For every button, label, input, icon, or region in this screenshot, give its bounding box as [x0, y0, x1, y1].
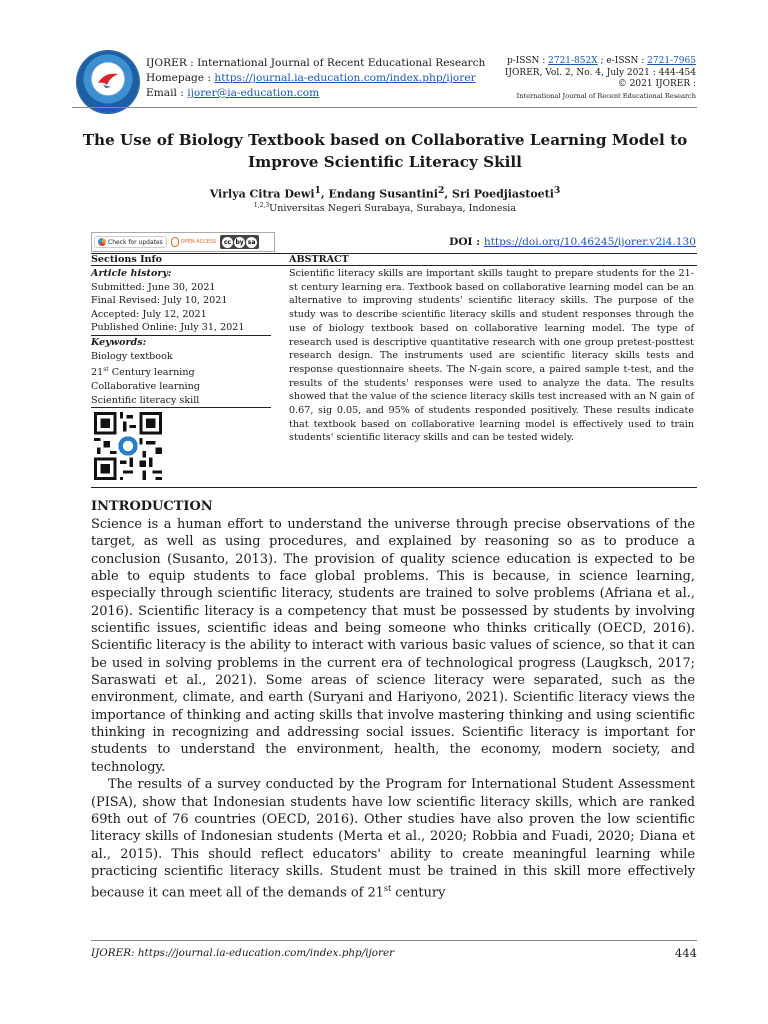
eissn-link[interactable]: 2721-7965 — [647, 56, 696, 66]
info-bottom-rule — [91, 487, 697, 488]
cc-sa-icon: sa — [247, 238, 256, 246]
pissn-label: p-ISSN : — [506, 56, 549, 66]
paragraph-1: Science is a human effort to understand the universe through precise observations of the target, as well as using procedures, and explained by reasoning so as to produce a conclusion (Susanto, 2013). The provision of quality science education is expected to be able to equip students to face global problems. This is because, in science learning, especially through scientific literacy, students are trained to solve problems (Afriana et al., 2016). Scientific literacy is a competency that must be possessed by students by involving scientific issues, scientific ideas and being someone who thinks critically (OECD, 2016). Scientific literacy is the ability to interact with various basic values of science, so that it can be used in solving problems in the current era of technological progress (Laugksch, 2017; Saraswati et al., 2021). Some areas of science literacy were separated, such as the environment, climate, and earth (Suryani and Hariyono, 2021). Scientific literacy views the importance of thinking and acting skills that involve mastering thinking and using scientific thinking in recognizing and addressing social issues. Scientific literacy is important for students to understand the environment, health, the economy, modern society, and technology. — [91, 517, 695, 775]
ijorer-bird-logo-icon — [77, 51, 139, 113]
title-line-1: The Use of Biology Textbook based on Collaborative Learning Model to — [82, 131, 688, 149]
paragraph-2-sup: st — [383, 884, 392, 894]
check-for-updates-label: Check for updates — [108, 238, 163, 246]
homepage-link[interactable]: https://journal.ia-education.com/index.php/ijorer — [214, 72, 476, 84]
copyright-line: © 2021 IJORER : — [617, 79, 696, 89]
cc-icon: cc — [224, 238, 232, 246]
open-lock-icon — [171, 237, 179, 247]
sections-info-heading: Sections Info — [91, 254, 163, 265]
open-access-label: OPEN ACCESS — [180, 239, 217, 245]
volume-line: IJORER, Vol. 2, No. 4, July 2021 : 444-454 — [504, 67, 696, 78]
qr-code-icon[interactable] — [94, 412, 162, 480]
affiliation — [80, 202, 690, 214]
keyword-2 — [91, 363, 271, 380]
keyword-1: Biology textbook — [91, 350, 173, 362]
author-1-sup: 1 — [314, 185, 321, 196]
affiliation-sup: 1,2,3 — [253, 202, 270, 209]
journal-name-line — [146, 56, 485, 71]
keyword-3: Collaborative learning — [91, 380, 200, 392]
issn-block — [505, 56, 696, 102]
homepage-line — [146, 71, 485, 86]
cc-by-icon: by — [235, 238, 244, 246]
qr-divider — [91, 407, 271, 408]
paragraph-2 — [91, 776, 695, 902]
author-2: Endang Susantini — [328, 187, 438, 201]
published-date: Published Online: July 31, 2021 — [91, 322, 245, 334]
article-title — [80, 129, 690, 173]
footer-journal-url: IJORER: https://journal.ia-education.com/index.php/ijorer — [91, 947, 395, 959]
article-history-label: Article history: — [91, 268, 172, 279]
keywords-label: Keywords: — [91, 336, 147, 348]
author-3-sup: 3 — [553, 185, 561, 196]
issn-line — [505, 56, 696, 68]
eissn-label: ; e-ISSN : — [597, 56, 648, 66]
email-link[interactable]: ijorer@ia-education.com — [187, 87, 320, 99]
submitted-date: Submitted: June 30, 2021 — [91, 281, 216, 293]
cc-license-badge[interactable] — [220, 235, 259, 249]
footer-divider — [91, 940, 697, 941]
affiliation-text: Universitas Negeri Surabaya, Surabaya, Indonesia — [269, 203, 517, 215]
journal-name: International Journal of Recent Educational Research — [197, 57, 486, 69]
homepage-label: Homepage : — [146, 72, 215, 84]
abstract-text: Scientific literacy skills are important skills taught to prepare students for the 21-st century learning era. Textbook based on collaborative learning model can be an alternative to improving students' scientific literacy skills. The purpose of the study was to describe scientific literacy skills and student responses through the use of biology textbook based on collaborative learning model. The type of research used is descriptive quantitative research with one group pretest-posttest research design. The instruments used are scientific literacy skills tests and response questionnaire sheets. The N-gain score, a paired sample t-test, and the results of the students' responses were used to analyze the data. The results showed that the value of the science literacy skills test increased with an N gain of 0.67, sig 0.05, and 95% of students responded positively. These results indicate that textbook based on collaborative learning model is effectively used to train students' scientific literacy skills and can be tested widely. — [289, 268, 694, 444]
paragraph-2-tail: century — [391, 885, 446, 901]
introduction-heading: INTRODUCTION — [91, 499, 213, 514]
journal-sep: : — [186, 57, 198, 69]
accepted-date: Accepted: July 12, 2021 — [91, 308, 207, 320]
author-sep-1: , — [320, 187, 329, 201]
email-line — [146, 86, 485, 101]
introduction-body — [91, 516, 695, 902]
crossmark-icon — [98, 238, 106, 246]
author-3: Sri Poedjiastoeti — [452, 187, 554, 201]
doi-link[interactable]: https://doi.org/10.46245/ijorer.v2i4.130 — [483, 236, 696, 248]
info-mid-rule — [91, 265, 697, 266]
open-access-badge — [171, 237, 216, 247]
author-1: Virlya Citra Dewi — [209, 187, 315, 201]
abstract-heading: ABSTRACT — [289, 254, 349, 265]
info-top-rule — [91, 253, 697, 254]
author-2-sup: 2 — [437, 185, 445, 196]
doi-line — [449, 236, 696, 248]
author-sep-2: , — [444, 187, 453, 201]
title-line-2: Improve Scientific Literacy Skill — [248, 153, 522, 171]
email-label: Email : — [146, 87, 188, 99]
journal-header — [146, 56, 485, 101]
copyright-org: International Journal of Recent Educational Research — [516, 91, 696, 100]
sections-info — [91, 267, 271, 408]
paragraph-2-main: The results of a survey conducted by the Program for International Student Assessment (PISA), show that Indonesian students have low scientific literacy skills, which are ranked 69th out of 76 countries (OECD, 2016). Other studies have also proven the low scientific literacy skills of Indonesian students (Merta et al., 2020; Robbia and Fuadi, 2020; Diana et al., 2015). This should reflect educators' ability to create meaningful learning while practicing scientific literacy skills. Student must be trained in this skill more effectively because it can meet all of the demands of 21 — [91, 777, 695, 901]
keyword-4: Scientific literacy skill — [91, 394, 200, 406]
final-revised-date: Final Revised: July 10, 2021 — [91, 295, 228, 307]
pissn-link[interactable]: 2721-852X — [548, 56, 598, 66]
header-divider — [72, 107, 697, 108]
journal-label: IJORER — [146, 57, 187, 69]
keyword-2-pre: 21 — [91, 367, 104, 379]
badge-bar — [91, 232, 275, 252]
author-list — [80, 185, 690, 201]
doi-label: DOI : — [449, 236, 484, 248]
keyword-2-sup: st — [103, 366, 109, 374]
bird-icon — [97, 71, 119, 89]
page-number: 444 — [674, 946, 697, 960]
check-for-updates-button[interactable] — [94, 236, 167, 248]
keyword-2-post: Century learning — [108, 367, 195, 379]
